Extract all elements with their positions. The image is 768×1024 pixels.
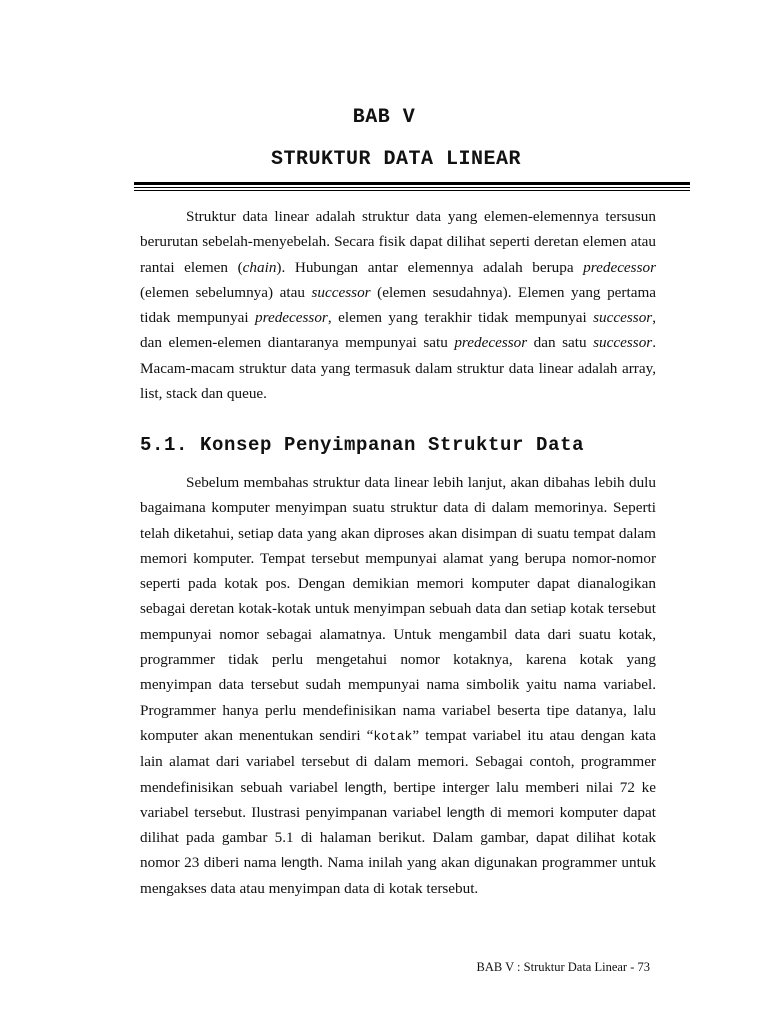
text-run: . Nama inilah yang akan digunakan programmer untuk mengakses data atau menyimpan data di kotak tersebut. [140,854,657,897]
italic-term: successor [593,334,653,352]
text-run: (elemen sesudahnya). Elemen yang pertama tidak mempunyai [140,283,656,327]
text-run: ). Hubungan antar elemennya adalah berupa [276,258,584,276]
italic-term: predecessor [255,309,328,327]
title-rule-thin-1 [134,187,690,188]
chapter-number: BAB V [352,106,416,129]
section-heading: 5.1. Konsep Penyimpanan Struktur Data [140,434,585,456]
italic-term: predecessor [583,258,656,276]
chapter-title: STRUKTUR DATA LINEAR [270,148,522,171]
text-run: , bertipe interger lalu memberi nilai 72 ke variabel tersebut. Ilustrasi penyimpanan variabel [140,778,656,821]
text-run: , dan elemen-elemen diantaranya mempunyai satu [140,309,656,352]
code-term: kotak [373,728,413,744]
text-run: Sebelum membahas struktur data linear lebih lanjut, akan dibahas lebih dulu bagaimana komputer menyimpan suatu struktur data di dalam memorinya. Seperti telah diketahui, setiap data yang akan diproses akan disimpan di suatu tempat dalam memori komputer. Tempat tersebut mempunyai alamat yang berupa nomor-nomor seperti pada kotak pos. Dengan demikian memori komputer dapat dianalogikan sebagai deretan kotak-kotak untuk menyimpan sebuah data dan setiap kotak tersebut mempunyai nomor sebagai alamatnya. Untuk mengambil data dari suatu kotak, programmer tidak perlu mengetahui nomor kotaknya, karena kotak yang menyimpan data tersebut sudah mempunyai nama simbolik yaitu nama variabel. Programmer hanya perlu mendefinisikan nama variabel beserta tipe datanya, lalu komputer akan menentukan sendiri “ [140,474,656,744]
text-run: (elemen sebelumnya) atau [140,283,312,301]
italic-term: successor [311,283,371,301]
text-run: , elemen yang terakhir tidak mempunyai [327,309,594,327]
page-footer: BAB V : Struktur Data Linear - 73 [476,960,650,974]
text-run: . Macam-macam struktur data yang termasuk dalam struktur data linear adalah array, list, stack dan queue. [140,334,656,403]
text-run: di memori komputer dapat dilihat pada gambar 5.1 di halaman berikut. Dalam gambar, dapat dilihat kotak nomor 23 diberi nama [140,803,656,872]
intro-paragraph [140,204,656,406]
code-term: length [344,778,383,795]
text-run: dan satu [527,334,594,352]
code-term: length [280,854,320,871]
title-rule-thin-2 [134,190,690,191]
italic-term: chain [242,258,277,276]
title-rule-thick [134,182,690,185]
italic-term: successor [593,309,653,327]
text-run: ” tempat variabel itu atau dengan kata lain alamat dari variabel tersebut di dalam memori. Sebagai contoh, programmer mendefinisikan sebuah variabel [140,726,656,796]
text-run: Struktur data linear adalah struktur data yang elemen-elemennya tersusun berurutan sebelah-menyebelah. Secara fisik dapat dilihat seperti deretan elemen atau rantai elemen ( [140,208,656,276]
body-paragraph [140,470,656,901]
italic-term: predecessor [454,334,528,352]
code-term: length [446,803,485,820]
